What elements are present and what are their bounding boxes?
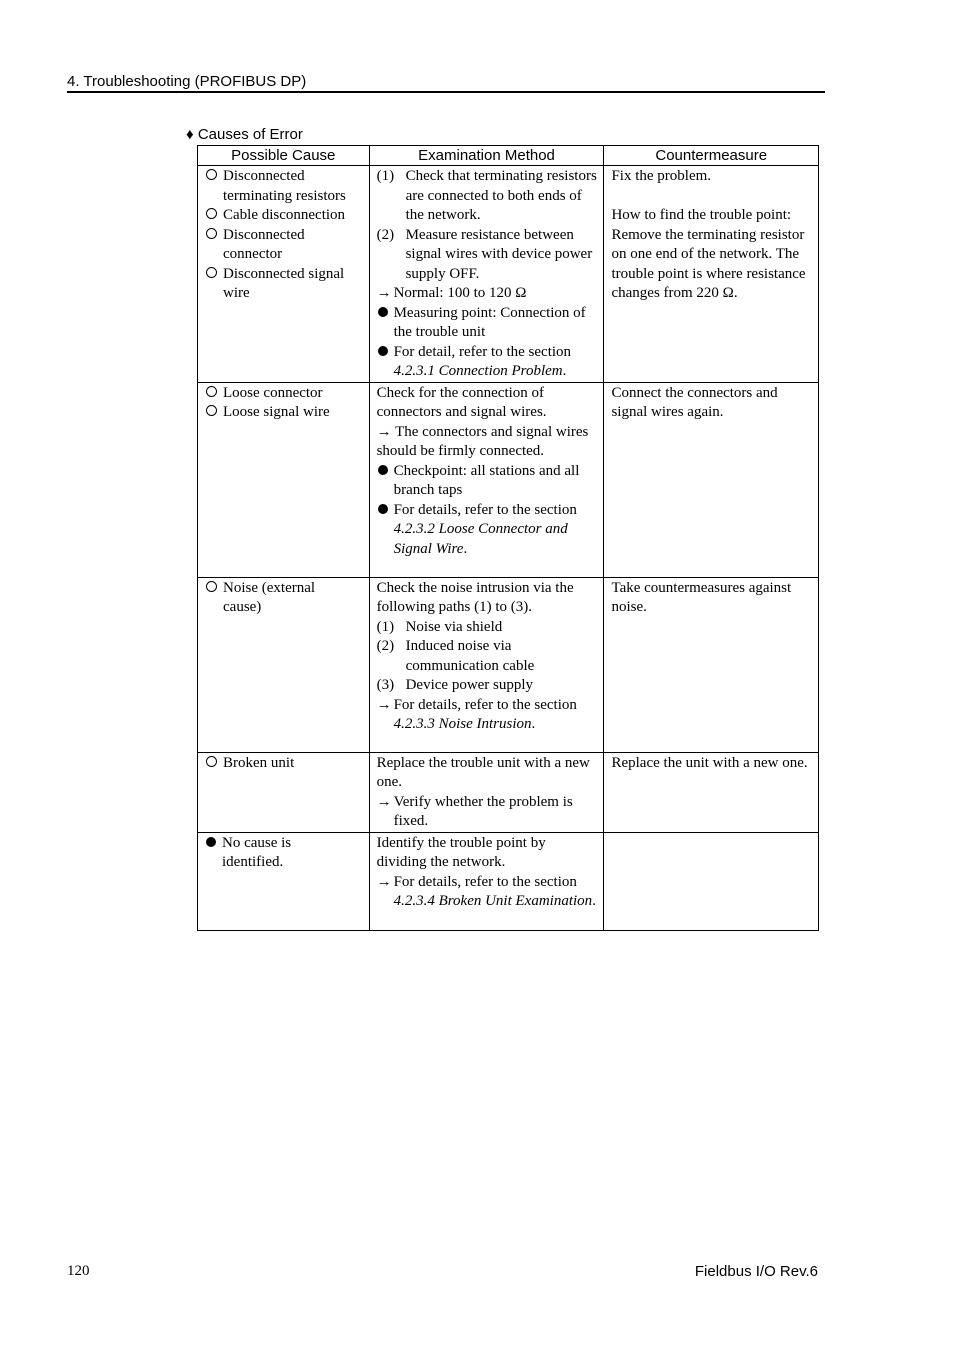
header-examination-method: Examination Method: [369, 146, 604, 166]
cause-cell: [198, 382, 370, 577]
filled-circle-icon: [377, 343, 394, 382]
filled-circle-icon: [205, 834, 222, 873]
causes-of-error-table: [197, 145, 819, 931]
section-reference: 4.2.3.3 Noise Intrusion: [393, 716, 532, 732]
cause-item: Broken unit: [205, 754, 363, 774]
cause-cell: [198, 577, 370, 752]
numbered-step: (3) Device power supply: [376, 677, 534, 693]
bullet-note: For detail, refer to the section 4.2.3.1 Connection Problem.: [377, 343, 598, 382]
numbered-step: (2) Measure resistance between signal wires with device power supply OFF.: [376, 226, 593, 282]
numbered-step: (2) Induced noise via communication cable: [376, 638, 535, 674]
method-cell: Identify the trouble point by dividing the network. → For details, refer to the section 4.2.3.4 Broken Unit Examination.: [369, 832, 604, 930]
header-possible-cause: Possible Cause: [198, 146, 370, 166]
open-circle-icon: [205, 226, 223, 265]
arrow-icon: →: [376, 423, 392, 440]
cause-item: Cable disconnection: [205, 206, 363, 226]
numbered-step: (1) Noise via shield: [376, 618, 503, 635]
countermeasure-cell: [604, 832, 819, 930]
table-row: [198, 752, 819, 832]
method-cell: [369, 166, 604, 383]
bullet-note: Checkpoint: all stations and all branch taps: [377, 462, 598, 501]
arrow-icon: →: [376, 285, 392, 301]
arrow-icon: →: [376, 696, 392, 713]
open-circle-icon: [205, 579, 223, 618]
table-row: [198, 577, 819, 752]
filled-circle-icon: [377, 462, 394, 501]
countermeasure-cell: Take countermeasures against noise.: [604, 577, 819, 752]
document-revision: Fieldbus I/O Rev.6: [694, 1263, 818, 1280]
filled-circle-icon: [377, 304, 394, 343]
open-circle-icon: [205, 167, 223, 206]
page-number: 120: [67, 1263, 90, 1279]
open-circle-icon: [205, 403, 223, 423]
cause-item: Disconnected terminating resistors: [205, 167, 363, 206]
method-cell: Replace the trouble unit with a new one. → Verify whether the problem is fixed.: [369, 752, 604, 832]
cause-item: No cause is identified.: [205, 834, 363, 873]
arrow-icon: →: [376, 793, 392, 810]
cause-cell: [198, 752, 370, 832]
method-cell: Check the noise intrusion via the following paths (1) to (3). (1) Noise via shield (2) Induced noise via communication cable (3) Device power supply → For details, refer to the section 4.2.3.3 Noise Intrusion.: [369, 577, 604, 752]
section-reference: 4.2.3.4 Broken Unit Examination: [393, 893, 593, 909]
section-title-text: Causes of Error: [197, 126, 303, 143]
open-circle-icon: [205, 265, 223, 304]
cause-cell: [198, 832, 370, 930]
cause-item: Loose signal wire: [205, 403, 363, 423]
arrow-icon: →: [376, 873, 392, 890]
cause-item: Loose connector: [205, 384, 363, 404]
section-title: [186, 126, 303, 143]
countermeasure-cell: Fix the problem. How to find the trouble point: Remove the terminating resistor on one end of the network. The trouble point is where resistance changes from 220 Ω.: [604, 166, 819, 383]
cause-item: Noise (external cause): [205, 579, 363, 618]
open-circle-icon: [205, 754, 223, 774]
section-reference: 4.2.3.2 Loose Connector and Signal Wire: [393, 521, 568, 557]
filled-circle-icon: [377, 501, 394, 560]
open-circle-icon: [205, 384, 223, 404]
numbered-step: (1) Check that terminating resistors are connected to both ends of the network.: [376, 168, 597, 223]
bullet-note: Measuring point: Connection of the trouble unit: [377, 304, 598, 343]
table-header-row: [198, 146, 819, 166]
arrow-note: → The connectors and signal wires should be firmly connected.: [376, 423, 589, 459]
table-row: [198, 832, 819, 930]
cause-item: Disconnected connector: [205, 226, 363, 265]
table-row: [198, 166, 819, 383]
bullet-note: For details, refer to the section 4.2.3.2 Loose Connector and Signal Wire.: [377, 501, 598, 560]
cause-item: Disconnected signal wire: [205, 265, 363, 304]
arrow-note: → Verify whether the problem is fixed.: [377, 793, 598, 832]
method-cell: Check for the connection of connectors and signal wires. → The connectors and signal wires should be firmly connected. Checkpoint: all stations and all branch taps For details, refer to the section 4.2.3.2 Loose Connector and Signal Wire.: [369, 382, 604, 577]
cause-cell: [198, 166, 370, 383]
countermeasure-cell: Replace the unit with a new one.: [604, 752, 819, 832]
section-reference: 4.2.3.1 Connection Problem: [393, 363, 563, 379]
header-countermeasure: Countermeasure: [604, 146, 819, 166]
running-header: 4. Troubleshooting (PROFIBUS DP): [67, 73, 825, 93]
arrow-note: → For details, refer to the section 4.2.3.3 Noise Intrusion.: [377, 696, 598, 735]
countermeasure-cell: Connect the connectors and signal wires again.: [604, 382, 819, 577]
diamond-bullet-icon: ♦: [186, 126, 194, 143]
table-row: [198, 382, 819, 577]
arrow-note: → Normal: 100 to 120 Ω: [377, 284, 598, 304]
open-circle-icon: [205, 206, 223, 226]
arrow-note: → For details, refer to the section 4.2.3.4 Broken Unit Examination.: [377, 873, 598, 912]
